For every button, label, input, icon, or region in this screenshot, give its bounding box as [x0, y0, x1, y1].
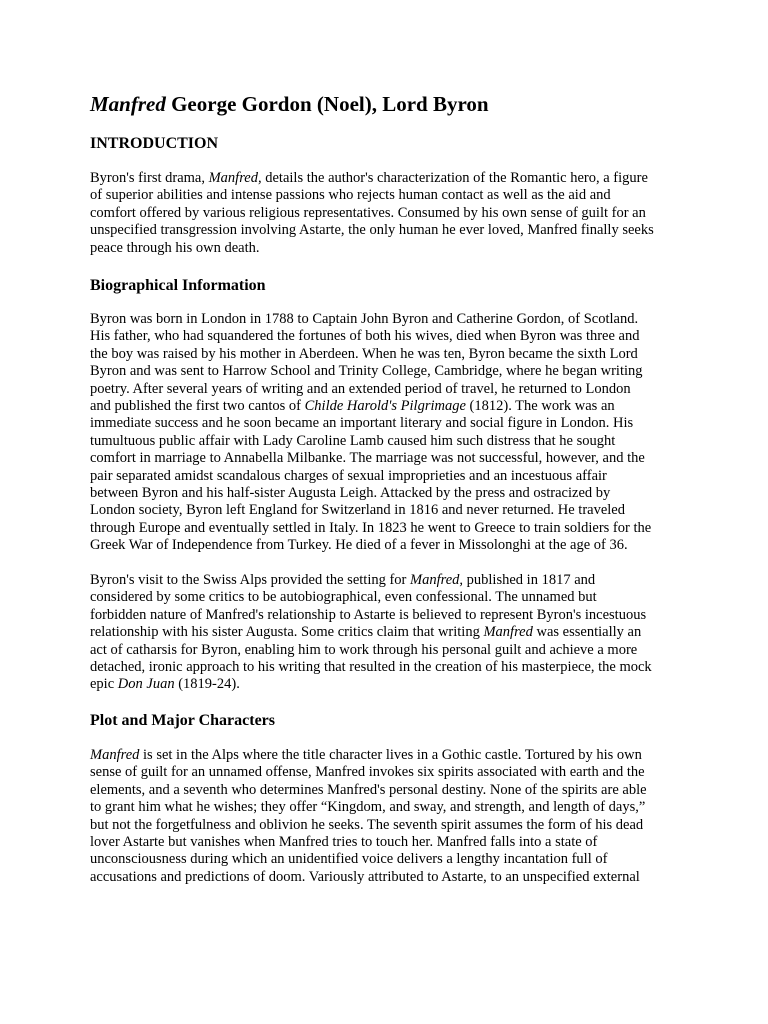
text-run: Byron's visit to the Swiss Alps provided the setting for — [90, 572, 410, 588]
text-run: sense of guilt for an unnamed offense, Manfred invokes six spirits associated with earth and the — [90, 764, 645, 781]
text-run: Byron's first drama, — [90, 170, 209, 186]
text-run: Byron and was sent to Harrow School and Trinity College, Cambridge, where he began writing — [90, 363, 643, 380]
text-run: but not the forgetfulness and oblivion he seeks. The seventh spirit assumes the form of his dead — [90, 816, 644, 833]
text-line — [90, 346, 651, 363]
text-line — [90, 799, 647, 816]
paragraph — [90, 170, 654, 257]
text-run: unspecified transgression involving Astarte, the only human he ever loved, Manfred finally seeks — [90, 222, 654, 239]
italic-title-text: Manfred, — [208, 170, 262, 186]
text-line — [90, 834, 647, 851]
text-run: details the author's characterization of the Romantic hero, a figure — [261, 170, 648, 186]
text-line — [90, 537, 651, 554]
text-line — [90, 433, 651, 450]
text-run: elements, and a seventh who determines Manfred's personal destiny. None of the spirits are able — [90, 781, 647, 798]
text-run: accusations and predictions of doom. Variously attributed to Astarte, to an unspecified external — [90, 868, 640, 885]
text-line — [90, 764, 647, 781]
text-line — [90, 240, 654, 257]
text-line — [90, 851, 647, 868]
text-run: of superior abilities and intense passions who rejects human contact as well as the aid and — [90, 187, 611, 204]
text-line — [90, 520, 651, 537]
text-run: peace through his own death. — [90, 239, 260, 256]
italic-title-text: Manfred — [483, 624, 533, 641]
text-line — [90, 659, 652, 676]
heading-introduction: INTRODUCTION — [90, 135, 219, 152]
text-run: tumultuous public affair with Lady Caroline Lamb caused him such distress that he sought — [90, 432, 616, 449]
italic-title-text: Don Juan — [117, 676, 175, 693]
text-run: through Europe and eventually settled in Italy. In 1823 he went to Greece to train soldiers for the — [90, 519, 652, 536]
title-work-name: Manfred — [90, 92, 166, 116]
text-run: is set in the Alps where the title character lives in a Gothic castle. Tortured by his own — [139, 747, 642, 763]
heading-plot-and-major-characters: Plot and Major Characters — [90, 712, 275, 729]
text-run: (1812). The work was an — [465, 397, 615, 414]
text-run: was essentially an — [532, 624, 642, 641]
text-run: detached, ironic approach to his writing that resulted in the creation of his masterpiece, the mock — [90, 658, 652, 675]
text-run: between Byron and his half-sister Augusta Leigh. Attacked by the press and ostracized by — [90, 484, 611, 501]
text-run: comfort offered by various religious representatives. Consumed by his own sense of guilt for an — [90, 204, 646, 221]
text-line — [90, 589, 652, 606]
document-title — [90, 90, 489, 118]
text-run: forbidden nature of Manfred's relationship to Astarte is believed to represent Byron's incestuous — [90, 606, 647, 623]
text-line — [90, 676, 652, 693]
text-line — [90, 642, 652, 659]
text-line — [90, 328, 651, 345]
text-run: lover Astarte but vanishes when Manfred tries to touch her. Manfred falls into a state of — [90, 833, 598, 850]
text-run: unconsciousness during which an unidentified voice delivers a lengthy incantation full of — [90, 851, 608, 868]
text-run: poetry. After several years of writing and an extended period of travel, he returned to London — [90, 380, 631, 397]
text-line — [90, 624, 652, 641]
text-line — [90, 187, 654, 204]
text-line — [90, 468, 651, 485]
text-run: pair separated amidst scandalous charges of sexual improprieties and an incestuous affair — [90, 467, 607, 484]
text-line — [90, 450, 651, 467]
text-line — [90, 502, 651, 519]
text-run: the boy was raised by his mother in Aberdeen. When he was ten, Byron became the sixth Lord — [90, 345, 638, 362]
text-line — [90, 398, 651, 415]
text-line — [90, 205, 654, 222]
text-run: act of catharsis for Byron, enabling him to work through his personal guilt and achieve a more — [90, 641, 638, 658]
title-author: George Gordon (Noel), Lord Byron — [165, 92, 489, 116]
italic-title-text: Manfred — [90, 747, 140, 763]
text-line — [90, 817, 647, 834]
text-run: relationship with his sister Augusta. Some critics claim that writing — [90, 624, 484, 641]
text-line — [90, 485, 651, 502]
text-run: considered by some critics to be autobiographical, even confessional. The unnamed but — [90, 589, 597, 606]
text-line — [90, 782, 647, 799]
italic-title-text: Manfred, — [410, 572, 464, 588]
text-line — [90, 415, 651, 432]
text-line — [90, 363, 651, 380]
text-run: Byron was born in London in 1788 to Captain John Byron and Catherine Gordon, of Scotland. — [90, 311, 639, 327]
text-line — [90, 747, 647, 764]
text-line — [90, 607, 652, 624]
text-run: and published the first two cantos of — [90, 397, 305, 414]
text-run: published in 1817 and — [463, 572, 596, 588]
text-line — [90, 381, 651, 398]
text-run: His father, who had squandered the fortunes of both his wives, died when Byron was three and — [90, 328, 640, 345]
text-run: epic — [90, 676, 118, 693]
text-line — [90, 869, 647, 886]
text-line — [90, 311, 651, 328]
text-run: Greek War of Independence from Turkey. He died of a fever in Missolonghi at the age of 36. — [90, 537, 628, 554]
text-run: (1819-24). — [174, 676, 240, 693]
text-line — [90, 572, 652, 589]
text-run: immediate success and he soon became an important literary and social figure in London. His — [90, 415, 634, 432]
paragraph — [90, 311, 651, 554]
text-run: to grant him what he wishes; they offer “Kingdom, and sway, and strength, and length of days,” — [90, 799, 646, 816]
heading-biographical-information: Biographical Information — [90, 277, 266, 294]
paragraph — [90, 747, 647, 886]
text-run: London society, Byron left England for Switzerland in 1816 and never returned. He traveled — [90, 502, 625, 519]
text-line — [90, 222, 654, 239]
text-run: comfort in marriage to Annabella Milbanke. The marriage was not successful, however, and the — [90, 450, 645, 467]
italic-title-text: Childe Harold's Pilgrimage — [304, 397, 466, 414]
paragraph — [90, 572, 652, 694]
text-line — [90, 170, 654, 187]
